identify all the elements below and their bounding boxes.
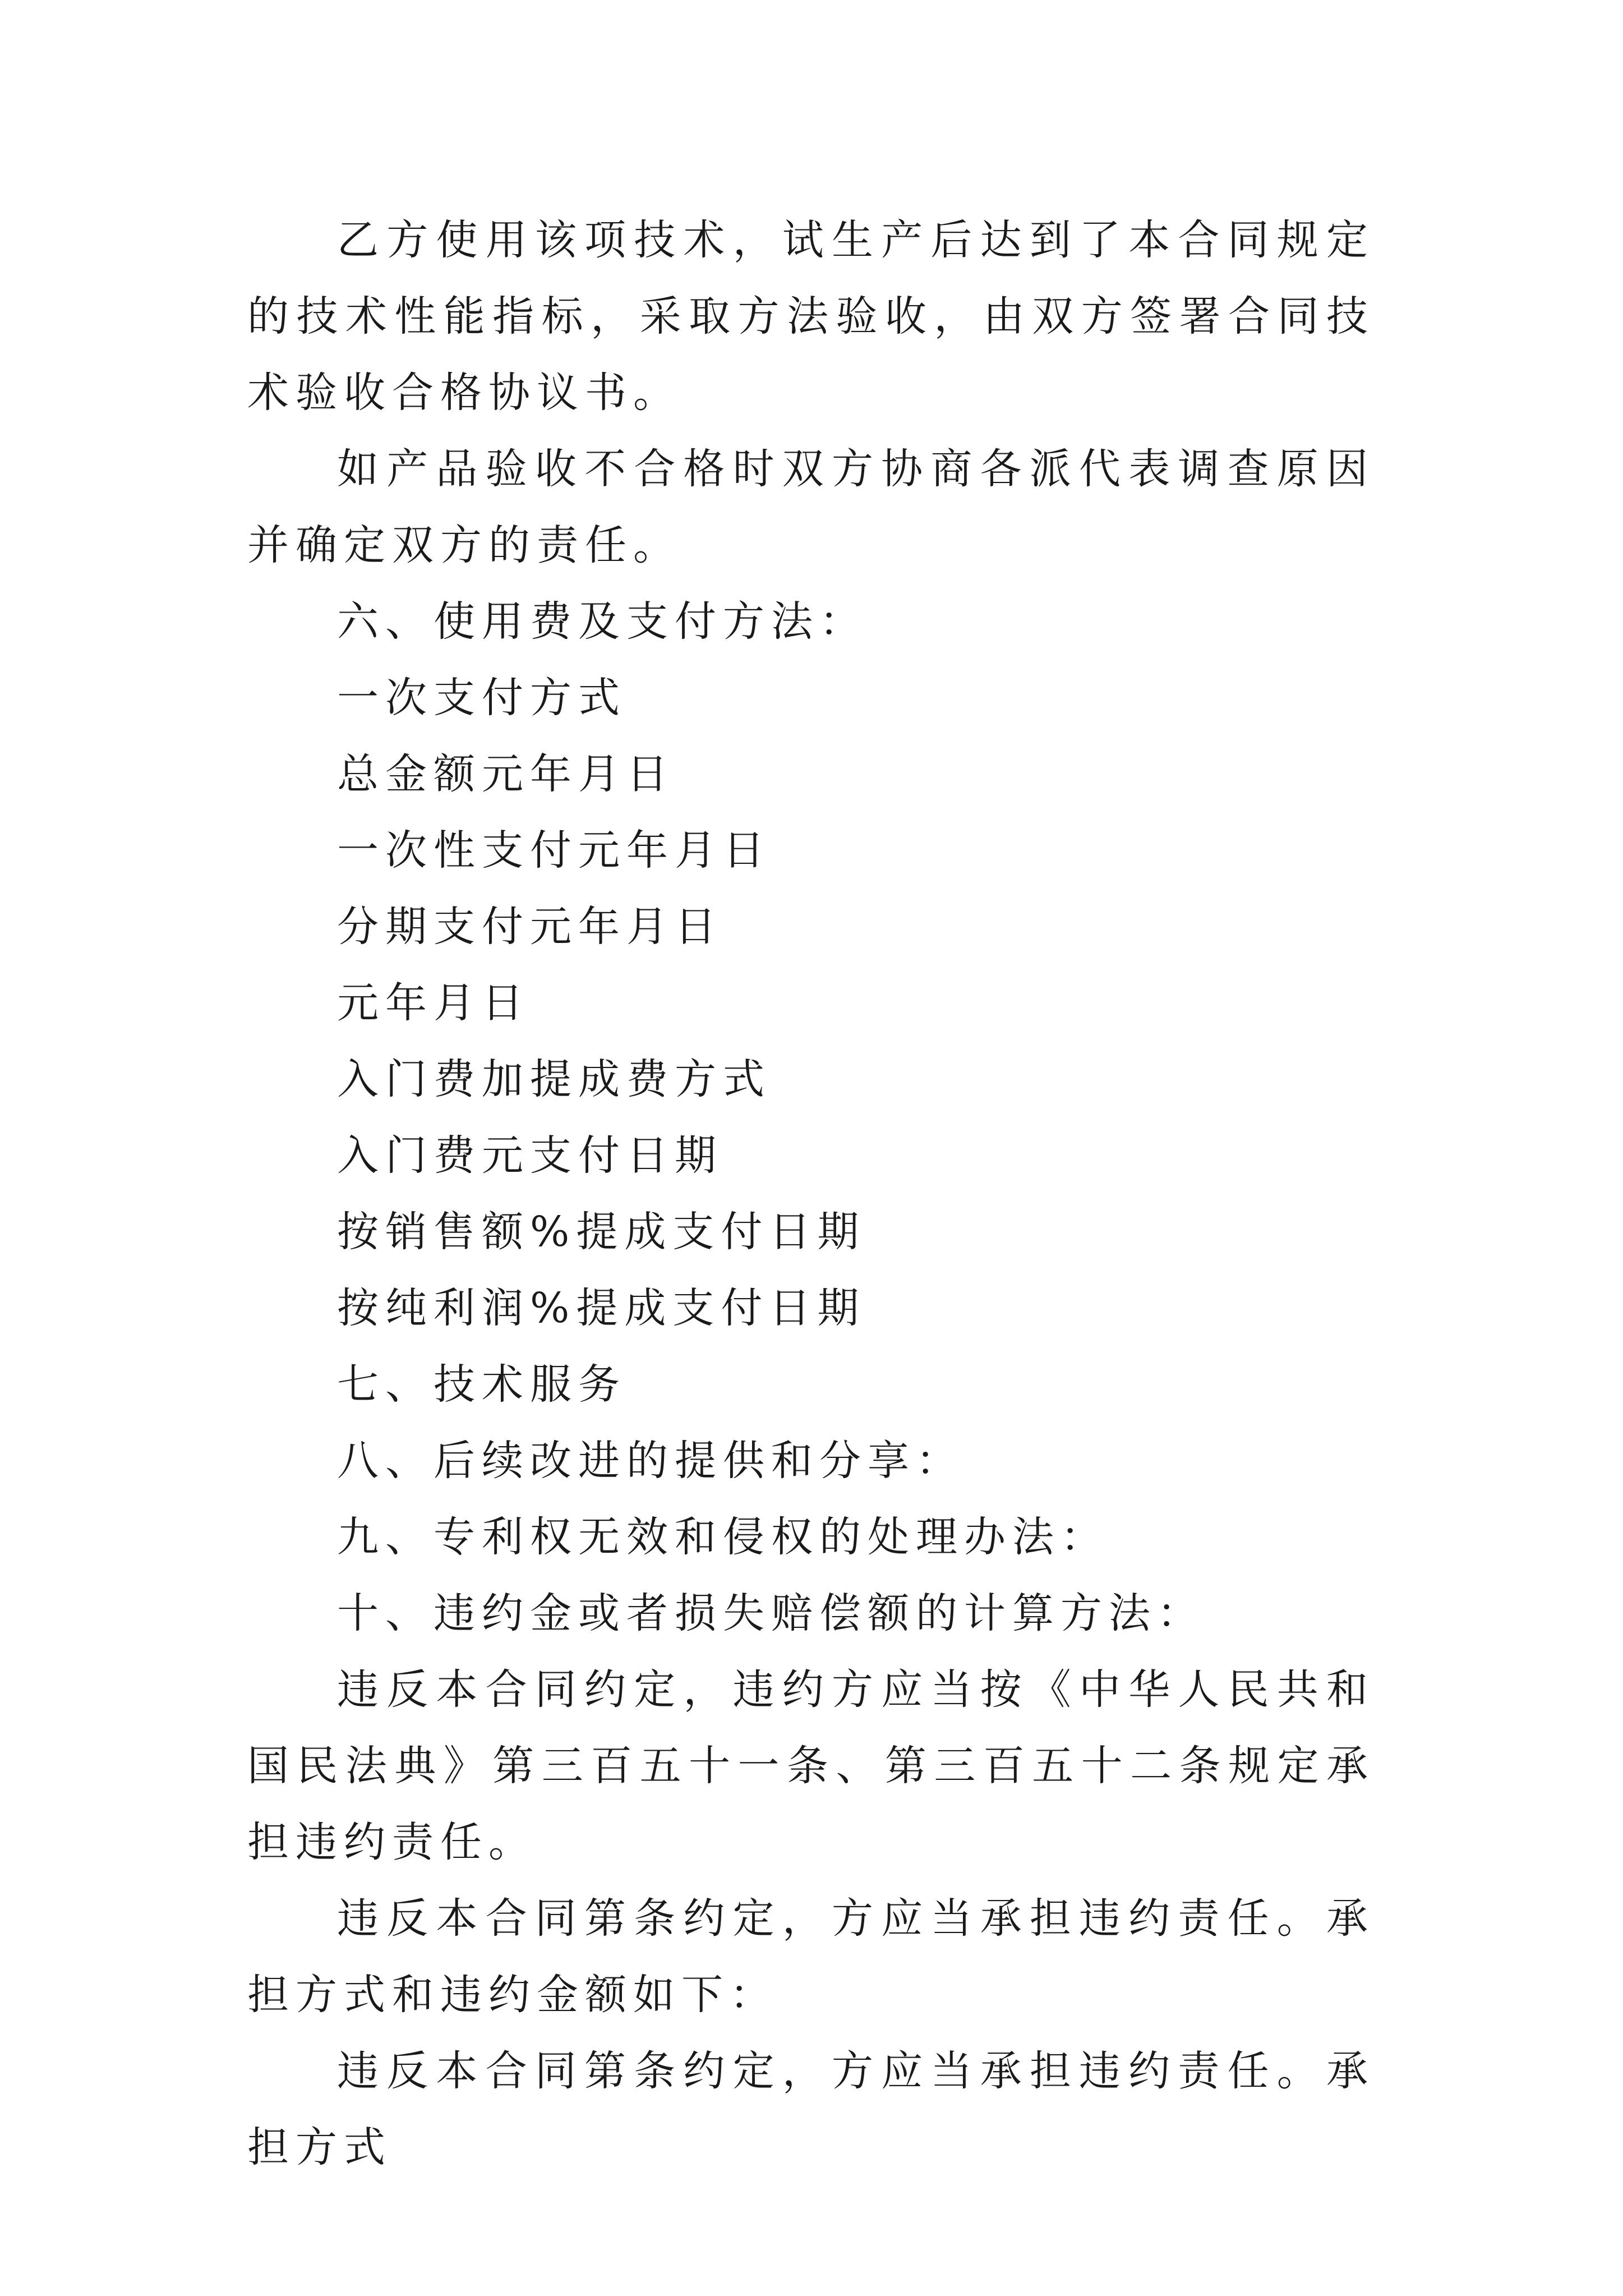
list-item: 元年月日 [337, 979, 530, 1027]
paragraph-breach-law: 违反本合同约定，违约方应当按《中华人民共和国民法典》第三百五十一条、第三百五十二条规定承担违约责任。 [247, 1665, 1375, 1866]
section-heading-improvements: 八、后续改进的提供和分享： [337, 1437, 964, 1485]
paragraph-acceptance: 乙方使用该项技术，试生产后达到了本合同规定的技术性能指标，采取方法验收，由双方签署合同技术验收合格协议书。 [247, 216, 1375, 417]
section-heading-fees: 六、使用费及支付方法： [337, 597, 868, 646]
list-item: 一次支付方式 [337, 674, 626, 722]
section-heading-patent: 九、专利权无效和侵权的处理办法： [337, 1513, 1109, 1561]
section-heading-service: 七、技术服务 [337, 1360, 626, 1409]
list-item: 按销售额%提成支付日期 [337, 1208, 866, 1256]
list-item: 一次性支付元年月日 [337, 826, 771, 875]
paragraph-breach-clause: 违反本合同第条约定，方应当承担违约责任。承担方式 [247, 2047, 1375, 2171]
list-item: 总金额元年月日 [337, 750, 675, 798]
document-body [247, 202, 1375, 2185]
list-item: 入门费元支付日期 [337, 1131, 723, 1180]
list-item: 分期支付元年月日 [337, 903, 723, 951]
list-item: 按纯利润%提成支付日期 [337, 1284, 866, 1332]
paragraph-breach-clause: 违反本合同第条约定，方应当承担违约责任。承担方式和违约金额如下： [247, 1894, 1375, 2019]
section-heading-penalty: 十、违约金或者损失赔偿额的计算方法： [337, 1589, 1205, 1637]
paragraph-unqualified: 如产品验收不合格时双方协商各派代表调查原因并确定双方的责任。 [247, 445, 1375, 569]
list-item: 入门费加提成费方式 [337, 1055, 771, 1103]
